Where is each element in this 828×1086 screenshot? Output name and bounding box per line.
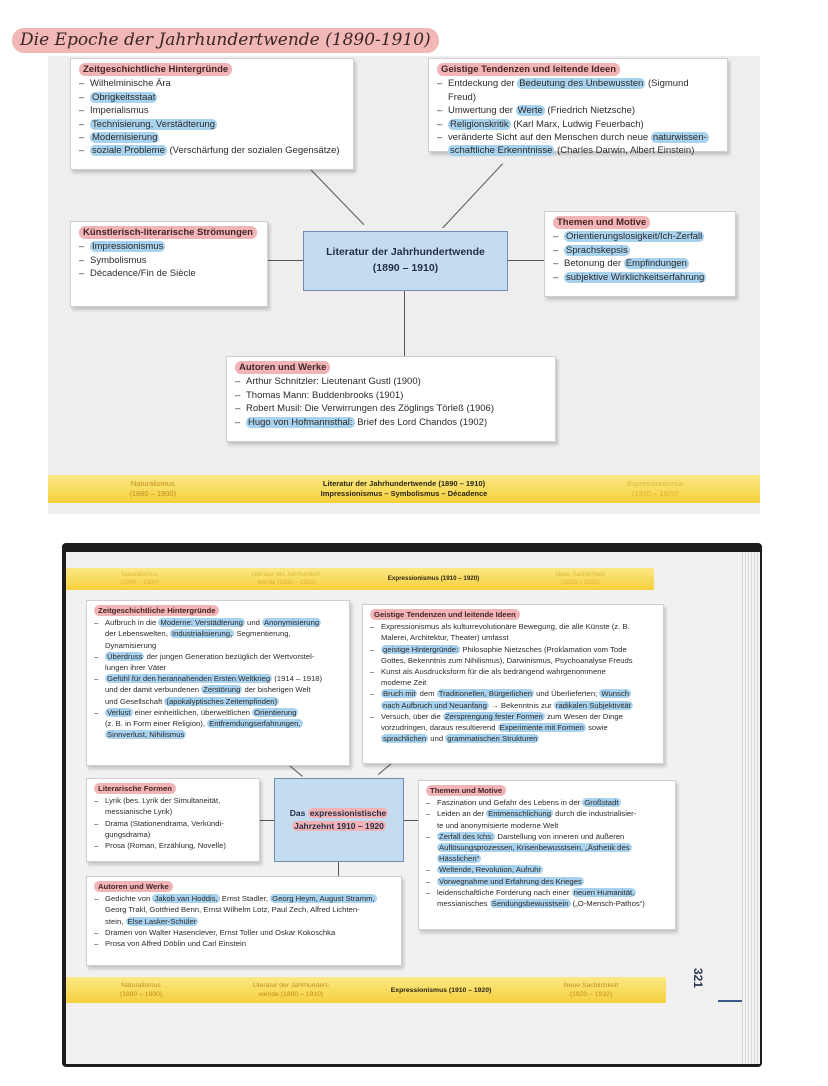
list-item: – Gedichte von Jakob van Hoddis, Ernst Stadler, Georg Heym, August Stramm, Georg Trakl, Gottfried Benn, Ernst Wilhelm Lotz, Paul Zech, Alfred Lichten- stein, Else Lasker-Schüler [94,893,394,927]
list-item: – veränderte Sicht auf den Menschen durch neue naturwissen- schaftliche Erkenntnisse (Charles Darwin, Albert Einstein) [437,131,719,158]
list-item: – Kunst als Ausdrucksform für die als bedrängend wahrgenommene moderne Zeit [370,666,656,688]
list-item: – Weltende, Revolution, Aufruhr [426,864,668,875]
box-geistige-tendenzen [428,58,728,157]
epoch-timeline-band-bottom [66,977,666,1003]
list-item: – Zerfall des Ichs: Darstellung von inneren und äußeren Auflösungsprozessen, Krisenbewusstsein, „Ästhetik des Hässlichen“ [426,831,668,865]
list-item: – Obrigkeitsstaat [79,91,345,104]
timeline-cell: Literatur der Jahrhundert- wende (1890 – 1910) [251,571,322,586]
list-item: – subjektive Wirklichkeitserfahrung [553,271,727,284]
list-item: – Sprachskepsis [553,244,727,257]
box-autoren-werke-expr [86,876,402,966]
connector-line [305,164,364,225]
connector-line [508,260,545,261]
box-title: Geistige Tendenzen und leitende Ideen [370,609,520,620]
list-item: – Thomas Mann: Buddenbrooks (1901) [235,389,547,402]
list-item: – Vorwegnahme und Erfahrung des Krieges [426,876,668,887]
list-item: – Aufbruch in die Moderne: Verstädterung und Anonymisierung der Lebenswelten, Industrialisierung, Segmentierung, Dynamisierung [94,617,342,651]
textbook-page-expressionismus [66,552,742,1064]
epoch-timeline-band [48,475,760,503]
box-stroemungen [70,221,268,307]
page-number: 321 [691,968,705,989]
list-item: – Prosa (Roman, Erzählung, Novelle) [94,840,252,851]
list-item: – Entdeckung der Bedeutung des Unbewussten (Sigmund Freud) [437,77,719,104]
epoch-timeline-band-top [66,568,654,590]
list-item: – Dramen von Walter Hasenclever, Ernst Toller und Oskar Kokoschka [94,927,394,938]
box-themen-motive-expr [418,780,676,930]
list-item: – Drama (Stationendrama, Verkündi- gungsdrama) [94,818,252,840]
box-title: Autoren und Werke [235,361,330,374]
list-item: – Faszination und Gefahr des Lebens in der Großstadt [426,797,668,808]
box-title: Zeitgeschichtliche Hintergründe [94,605,219,616]
timeline-cell: Expressionismus (1910 – 1920) [390,986,492,994]
center-node-expr: Das expressionistische Jahrzehnt 1910 – 1920 [274,778,404,862]
box-title: Geistige Tendenzen und leitende Ideen [437,63,620,76]
list-item: – Bruch mit dem Traditionellen, Bürgerlichen und Überlieferten; Wunsch nach Aufbruch und Neuanfang → Bekenntnis zur radikalen Subjektivität [370,688,656,710]
textbook-page-jahrhundertwende [48,56,760,514]
timeline-cell: Naturalismus (1880 – 1900) [119,982,163,998]
box-title: Künstlerisch-literarische Strömungen [79,226,257,239]
timeline-cell-naturalismus: Naturalismus (1880 – 1900) [129,479,177,498]
connector-line [338,862,339,876]
list-item: – Technisierung, Verstädterung [79,118,345,131]
list-item: – Orientierungslosigkeit/Ich-Zerfall [553,230,727,243]
connector-line [404,291,405,357]
list-item: – geistige Hintergründe: Philosophie Nietzsches (Proklamation vom Tode Gottes, Bekenntnis zum Nihilismus), Darwinismus, Psychoanalyse Freuds [370,644,656,666]
timeline-cell: Literatur der Jahrhundert- wende (1890 – 1910) [252,982,330,998]
box-title: Themen und Motive [553,216,650,229]
timeline-cell: Expressionismus (1910 – 1920) [387,575,480,582]
box-zeitgeschichte-expr [86,600,350,766]
list-item: – Religionskritik (Karl Marx, Ludwig Feuerbach) [437,118,719,131]
box-themen-motive [544,211,736,297]
list-item: – Umwertung der Werte (Friedrich Nietzsche) [437,104,719,117]
timeline-cell-expressionismus: Expressionismus (1910 – 1920) [626,479,684,498]
box-title: Zeitgeschichtliche Hintergründe [79,63,232,76]
list-item: – Wilhelminische Ära [79,77,345,90]
list-item: – Lyrik (bes. Lyrik der Simultaneität, messianische Lyrik) [94,795,252,817]
list-item: – Gefühl für den herannahenden Ersten Weltkrieg (1914 – 1918) und der damit verbundenen Zerstörung der bisherigen Welt und Gesellschaft (apokalyptisches Zeitempfinden) [94,673,342,707]
box-title: Autoren und Werke [94,881,173,892]
center-node: Literatur der Jahrhundertwende (1890 – 1910) [303,231,508,291]
timeline-cell: Neue Sachlichkeit (1920 – 1932) [563,982,619,998]
list-item: – Robert Musil: Die Verwirrungen des Zöglings Törleß (1906) [235,402,547,415]
list-item: – soziale Probleme (Verschärfung der sozialen Gegensätze) [79,144,345,157]
timeline-cell-current: Literatur der Jahrhundertwende (1890 – 1910) Impressionismus – Symbolismus – Décadence [320,479,488,498]
book-page-edges [742,552,760,1064]
list-item: – Imperialismus [79,104,345,117]
box-zeitgeschichte [70,58,354,170]
list-item: – Symbolismus [79,254,259,267]
list-item: – Überdruss der jungen Generation bezüglich der Wertvorstel- lungen ihrer Väter [94,651,342,673]
list-item: – leidenschaftliche Forderung nach einer neuen Humanität, messianisches Sendungsbewusstsein („O-Mensch-Pathos“) [426,887,668,909]
list-item: – Arthur Schnitzler: Lieutenant Gustl (1900) [235,375,547,388]
page-number-bar [718,1000,742,1002]
list-item: – Modernisierung [79,131,345,144]
box-geistige-tendenzen-expr [362,604,664,764]
timeline-cell: Neue Sachlichkeit (1920 – 1932) [555,571,606,586]
list-item: – Versuch, über die Zersprengung fester Formen zum Wesen der Dinge vorzudringen, daraus resultierend Experimente mit Formen sowie sprachlichen und grammatischen Strukturen [370,711,656,745]
timeline-cell: Naturalismus (1880 – 1900) [120,571,159,586]
box-literarische-formen [86,778,260,862]
list-item: – Expressionismus als kulturrevolutionäre Bewegung, die alle Künste (z. B. Malerei, Architektur, Theater) umfasst [370,621,656,643]
list-item: – Verlust einer einheitlichen, überweltlichen Orientierung (z. B. in Form einer Religion), Entfremdungserfahrungen, Sinnverlust, Nihilismus [94,707,342,741]
list-item: – Leiden an der Entmenschlichung durch die industrialisier- te und anonymisierte moderne Welt [426,808,668,830]
box-autoren-werke [226,356,556,442]
list-item: – Prosa von Alfred Döblin und Carl Einstein [94,938,394,949]
connector-line [442,163,503,228]
list-item: – Betonung der Empfindungen [553,257,727,270]
box-title: Literarische Formen [94,783,176,794]
connector-line [404,820,418,821]
page-title: Die Epoche der Jahrhundertwende (1890-1910) [12,28,439,53]
list-item: – Hugo von Hofmannsthal: Brief des Lord Chandos (1902) [235,416,547,429]
list-item: – Impressionismus [79,240,259,253]
box-title: Themen und Motive [426,785,506,796]
list-item: – Décadence/Fin de Siècle [79,267,259,280]
